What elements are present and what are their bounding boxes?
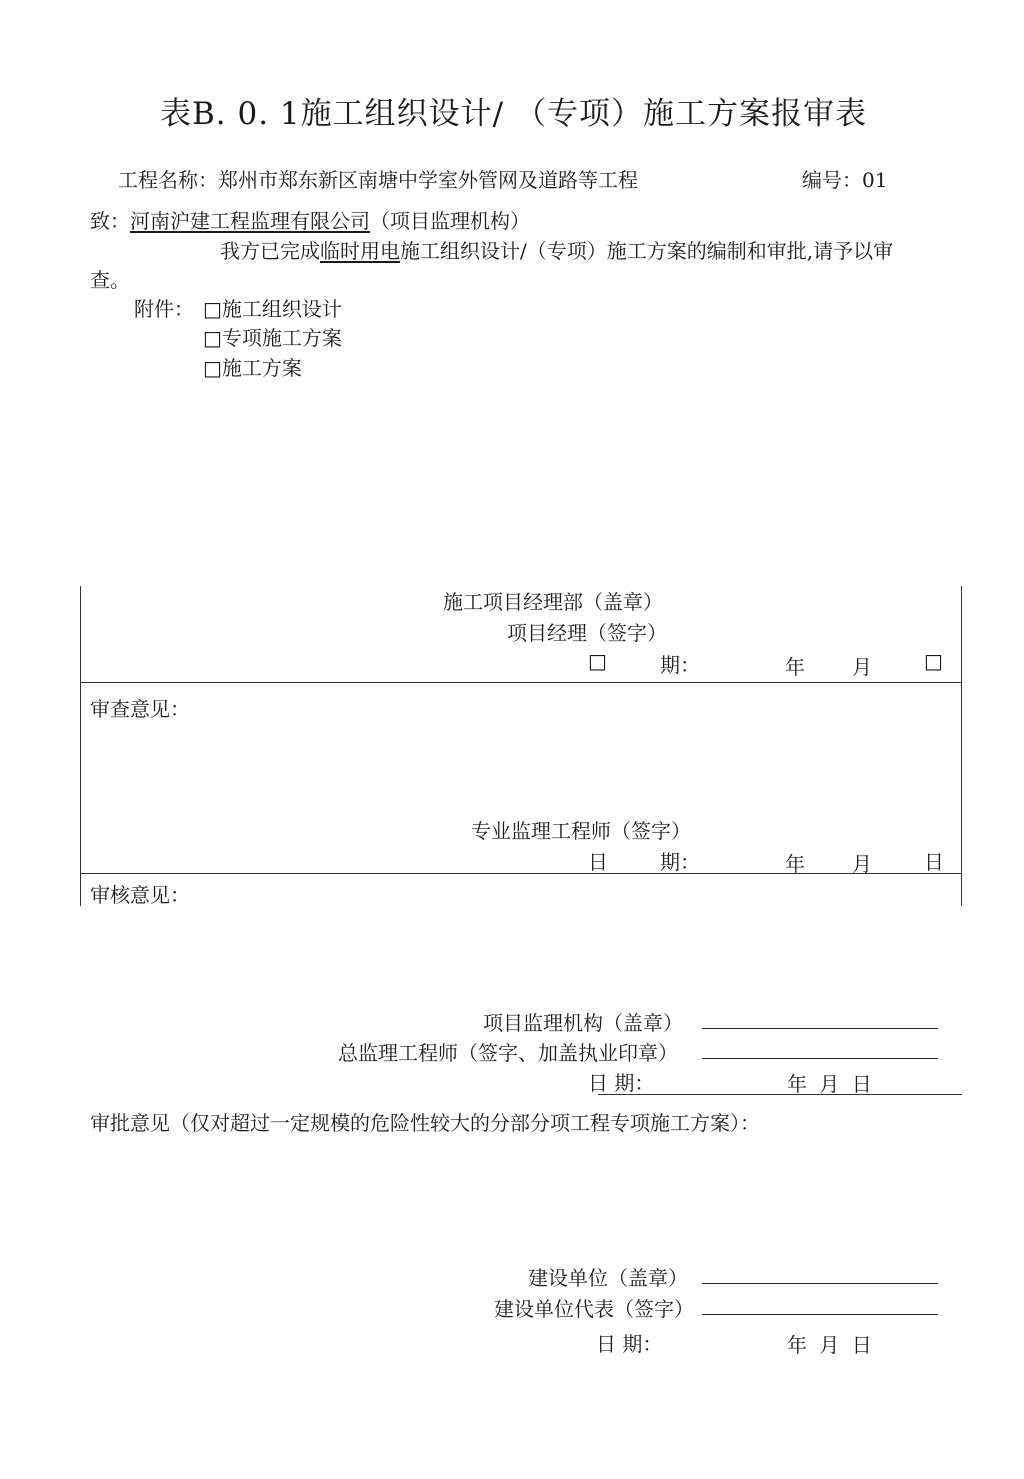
- date-day: □: [924, 649, 943, 673]
- date-month: 月: [852, 655, 872, 679]
- audit-opinion-label: 审核意见：: [90, 883, 190, 907]
- section-divider: [598, 1094, 962, 1095]
- review-opinion-label: 审查意见：: [90, 697, 190, 721]
- date-year: 年: [785, 852, 805, 876]
- date-month: 月: [852, 852, 872, 876]
- checkbox-icon[interactable]: □: [203, 326, 222, 350]
- contractor-dept: 施工项目经理部（盖章）: [443, 590, 663, 614]
- date-ymd: 年 月 日: [787, 1333, 872, 1357]
- chief-engineer: 总监理工程师（签字、加盖执业印章）: [338, 1041, 678, 1065]
- project-name: 工程名称：郑州市郑东新区南塘中学室外管网及道路等工程: [118, 168, 638, 192]
- body-post: 施工组织设计/（专项）施工方案的编制和审批,请予以审: [400, 239, 894, 263]
- table-divider: [80, 682, 962, 683]
- approval-opinion-label: 审批意见（仅对超过一定规模的危险性较大的分部分项工程专项施工方案）：: [90, 1111, 760, 1135]
- supervising-engineer: 专业监理工程师（签字）: [471, 819, 691, 843]
- signature-line: [702, 1314, 938, 1315]
- date-ymd: 年 月 日: [787, 1072, 872, 1096]
- date-label: 日 期：: [588, 1071, 655, 1095]
- attachments-label: 附件：: [134, 297, 194, 321]
- supervision-org: 项目监理机构（盖章）: [483, 1011, 683, 1035]
- date-qi: 期：: [660, 850, 700, 874]
- addressee-suffix: （项目监理机构）: [370, 209, 530, 233]
- body-item: 临时用电: [320, 239, 400, 263]
- body-line-2: 查。: [90, 268, 130, 292]
- date-label: 日 期：: [596, 1332, 663, 1356]
- construction-unit: 建设单位（盖章）: [528, 1266, 688, 1290]
- body-pre: 我方已完成: [220, 239, 320, 263]
- addressee-prefix: 致：: [90, 209, 130, 233]
- attachment-item: □施工方案: [203, 356, 302, 380]
- table-border-left: [80, 586, 81, 906]
- form-title: 表B. 0. 1施工组织设计/ （专项）施工方案报审表: [160, 96, 867, 132]
- table-border-right: [961, 586, 962, 906]
- attachment-item: □专项施工方案: [203, 326, 342, 350]
- date-day-char: □: [588, 649, 607, 673]
- addressee: [90, 205, 530, 234]
- date-ri: 日: [588, 850, 608, 874]
- body-line-1: [220, 235, 893, 264]
- checkbox-icon[interactable]: □: [203, 297, 222, 321]
- attachment-item: □施工组织设计: [203, 297, 342, 321]
- signature-line: [702, 1058, 938, 1059]
- date-day: 日: [924, 850, 944, 874]
- form-number: 编号：01: [802, 168, 888, 192]
- addressee-org: 河南沪建工程监理有限公司: [130, 209, 370, 233]
- signature-line: [702, 1283, 938, 1284]
- date-qi: 期：: [660, 653, 700, 677]
- project-manager: 项目经理（签字）: [507, 621, 667, 645]
- table-divider: [80, 873, 962, 874]
- unit-representative: 建设单位代表（签字）: [494, 1297, 694, 1321]
- date-year: 年: [785, 655, 805, 679]
- checkbox-icon[interactable]: □: [203, 356, 222, 380]
- signature-line: [702, 1028, 938, 1029]
